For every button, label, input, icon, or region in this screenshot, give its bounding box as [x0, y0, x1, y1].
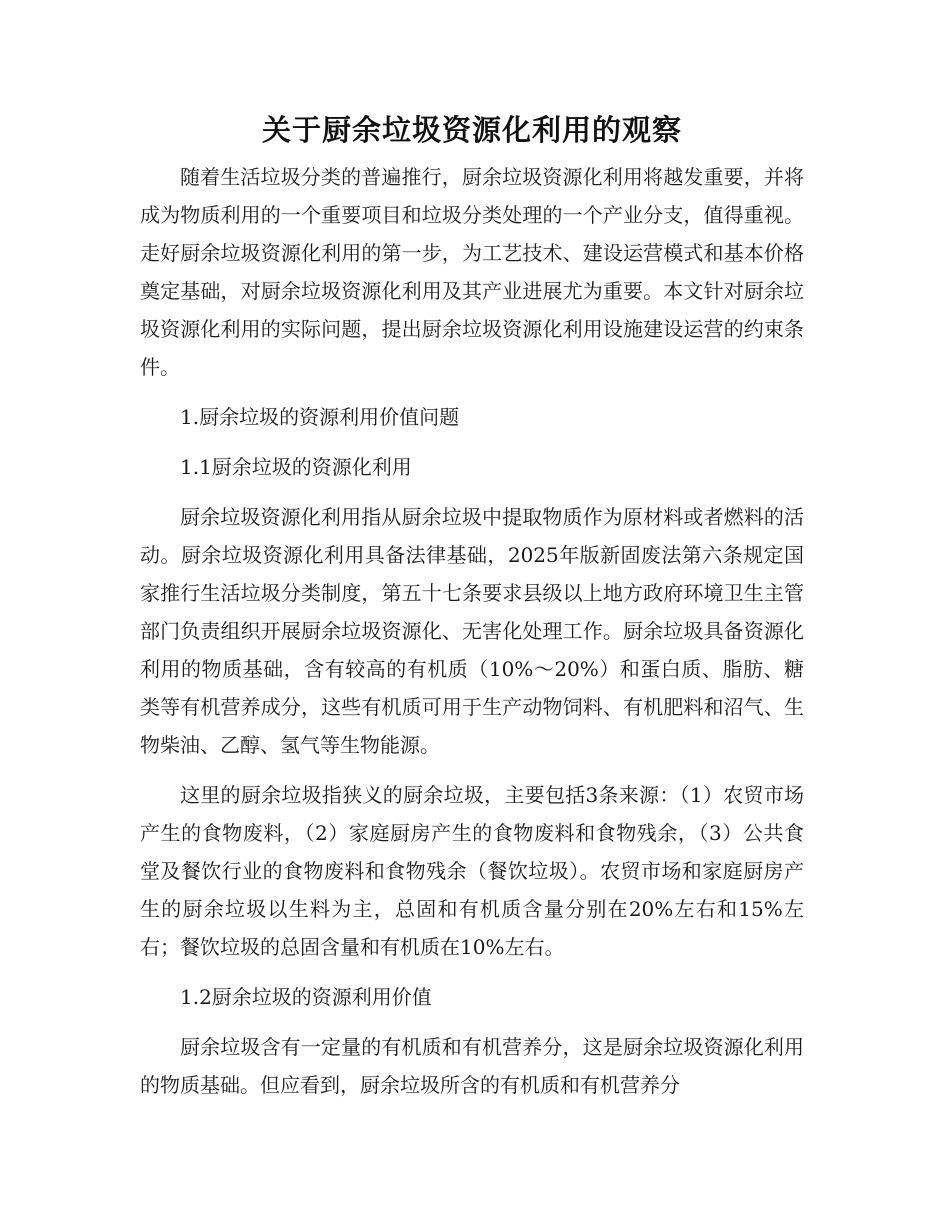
section-1-heading: 1.厨余垃圾的资源利用价值问题	[180, 405, 460, 429]
spacer	[140, 486, 804, 498]
document-page	[140, 108, 804, 1104]
intro-paragraph: 随着生活垃圾分类的普遍推行，厨余垃圾资源化利用将越发重要，并将成为物质利用的一个重要项目和垃圾分类处理的一个产业分支，值得重视。走好厨余垃圾资源化利用的第一步，为工艺技术、建设运营模式和基本价格奠定基础，对厨余垃圾资源化利用及其产业进展尤为重要。本文针对厨余垃圾资源化利用的实际问题，提出厨余垃圾资源化利用设施建设运营的约束条件。	[140, 165, 804, 379]
spacer	[140, 1016, 804, 1028]
spacer	[140, 764, 804, 776]
spacer	[140, 966, 804, 978]
document-title: 关于厨余垃圾资源化利用的观察	[261, 113, 682, 147]
section-1-1-paragraph-1: 厨余垃圾资源化利用指从厨余垃圾中提取物质作为原材料或者燃料的活动。厨余垃圾资源化利用具备法律基础，2025年版新固废法第六条规定国家推行生活垃圾分类制度，第五十七条要求县级以上地方政府环境卫生主管部门负责组织开展厨余垃圾资源化、无害化处理工作。厨余垃圾具备资源化利用的物质基础，含有较高的有机质（10%～20%）和蛋白质、脂肪、糖类等有机营养成分，这些有机质可用于生产动物饲料、有机肥料和沼气、生物柴油、乙醇、氢气等生物能源。	[140, 505, 804, 757]
section-1-1-paragraph-2: 这里的厨余垃圾指狭义的厨余垃圾，主要包括3条来源：（1）农贸市场产生的食物废料，（2）家庭厨房产生的食物废料和食物残余，（3）公共食堂及餐饮行业的食物废料和食物残余（餐饮垃圾）。农贸市场和家庭厨房产生的厨余垃圾以生料为主，总固和有机质含量分别在20%左右和15%左右；餐饮垃圾的总固含量和有机质在10%左右。	[140, 783, 804, 959]
section-1-2-paragraph-1: 厨余垃圾含有一定量的有机质和有机营养分，这是厨余垃圾资源化利用的物质基础。但应看到，厨余垃圾所含的有机质和有机营养分	[140, 1035, 804, 1097]
section-1-1-heading: 1.1厨余垃圾的资源化利用	[180, 455, 412, 479]
spacer	[140, 386, 804, 398]
section-1-2-heading: 1.2厨余垃圾的资源利用价值	[180, 985, 432, 1009]
spacer	[140, 436, 804, 448]
